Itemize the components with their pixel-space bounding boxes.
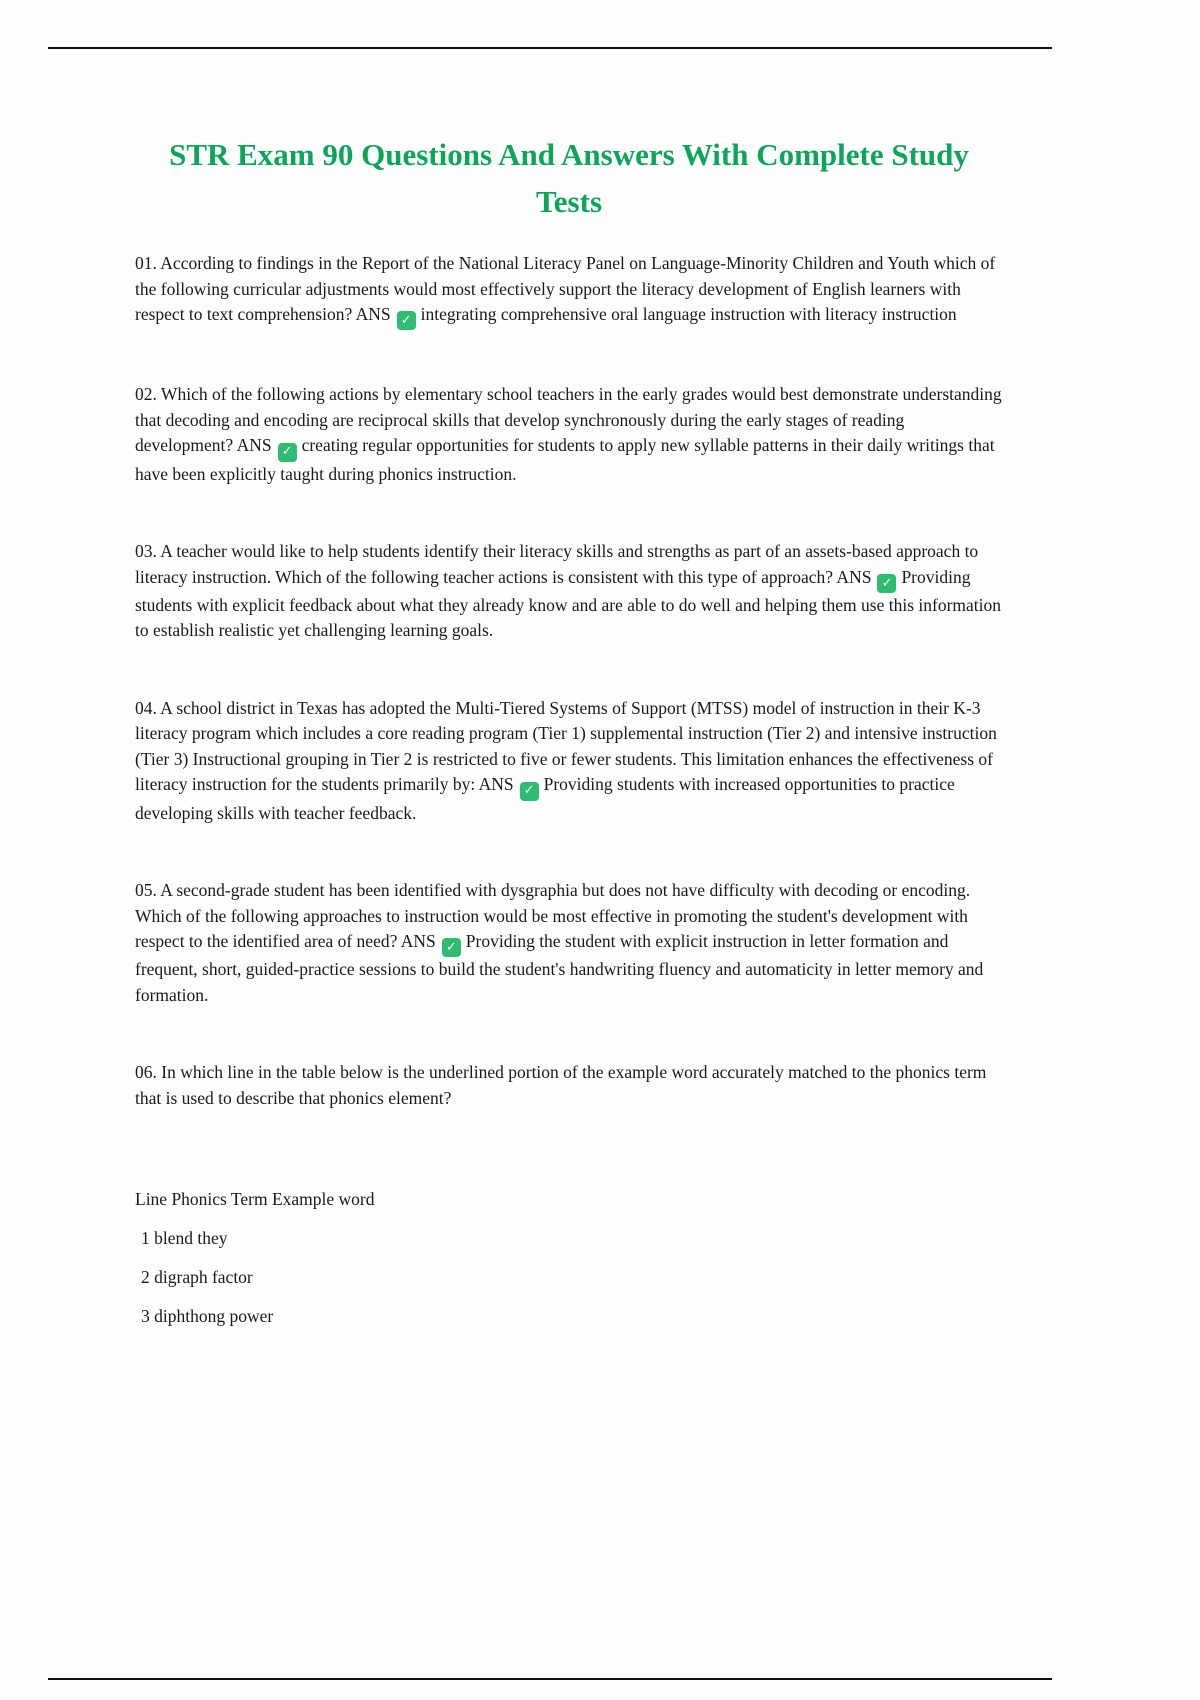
document-content	[135, 132, 1003, 1343]
phonics-table-header: Line Phonics Term Example word	[135, 1189, 375, 1210]
phonics-row: 3 diphthong power	[141, 1306, 274, 1327]
checkmark-icon: ✓	[520, 782, 539, 801]
question-text: 06. In which line in the table below is the underlined portion of the example word accurately matched to the phonics term that is used to describe that phonics element?	[135, 1062, 987, 1108]
answer-text: creating regular opportunities for students to apply new syllable patterns in their daily writings that have been explicitly taught during phonics instruction.	[135, 435, 995, 484]
answer-text: Providing students with explicit feedback about what they already know and are able to do well and helping them use this information to establish realistic yet challenging learning goals.	[135, 566, 1002, 641]
answer-segment	[391, 304, 957, 328]
question-paragraph	[135, 251, 1003, 330]
question-paragraph	[135, 696, 1003, 826]
question-text: 01. According to findings in the Report of the National Literacy Panel on Language-Minority Children and Youth which of the following curricular adjustments would most effectively support the literacy development of English learners with respect to text comprehension? ANS	[135, 253, 996, 324]
question-paragraph	[135, 539, 1003, 644]
phonics-row: 1 blend they	[141, 1228, 228, 1249]
question-text: 03. A teacher would like to help students identify their literacy skills and strengths as part of an assets-based approach to literacy instruction. Which of the following teacher actions is consistent with this type of approach? ANS	[135, 541, 979, 587]
answer-text: Providing students with increased opportunities to practice developing skills with teacher feedback.	[135, 774, 955, 823]
question-paragraph	[135, 382, 1003, 487]
question-text: 04. A school district in Texas has adopted the Multi-Tiered Systems of Support (MTSS) model of instruction in their K-3 literacy program which includes a core reading program (Tier 1) supplemental instruction (Tier 2) and intensive instruction (Tier 3) Instructional grouping in Tier 2 is restricted to five or fewer students. This limitation enhances the effectiveness of literacy instruction for the students primarily by: ANS	[135, 697, 997, 795]
question-text: 05. A second-grade student has been identified with dysgraphia but does not have difficulty with decoding or encoding. Which of the following approaches to instruction would be most effective in promoting the student's development with respect to the identified area of need? ANS	[135, 880, 971, 951]
checkmark-icon: ✓	[278, 443, 297, 462]
checkmark-icon: ✓	[877, 574, 896, 593]
question-text: 02. Which of the following actions by elementary school teachers in the early grades would best demonstrate understanding that decoding and encoding are reciprocal skills that develop synchronously during the early stages of reading development? ANS	[135, 384, 1002, 456]
page-bottom-rule	[48, 1678, 1052, 1680]
page-top-rule	[48, 47, 1052, 49]
checkmark-icon: ✓	[442, 938, 461, 957]
phonics-table	[135, 1187, 1003, 1329]
page-title: STR Exam 90 Questions And Answers With Complete Study Tests	[169, 137, 969, 219]
checkmark-icon: ✓	[397, 311, 416, 330]
phonics-row: 2 digraph factor	[141, 1267, 253, 1288]
questions-list	[135, 251, 1003, 1111]
answer-text: integrating comprehensive oral language instruction with literacy instruction	[420, 304, 957, 324]
question-paragraph	[135, 878, 1003, 1008]
phonics-rows	[135, 1226, 1003, 1329]
question-paragraph	[135, 1060, 1003, 1111]
answer-text: Providing the student with explicit instruction in letter formation and frequent, short, guided-practice sessions to build the student's handwriting fluency and automaticity in letter memory and formation.	[135, 931, 984, 1005]
